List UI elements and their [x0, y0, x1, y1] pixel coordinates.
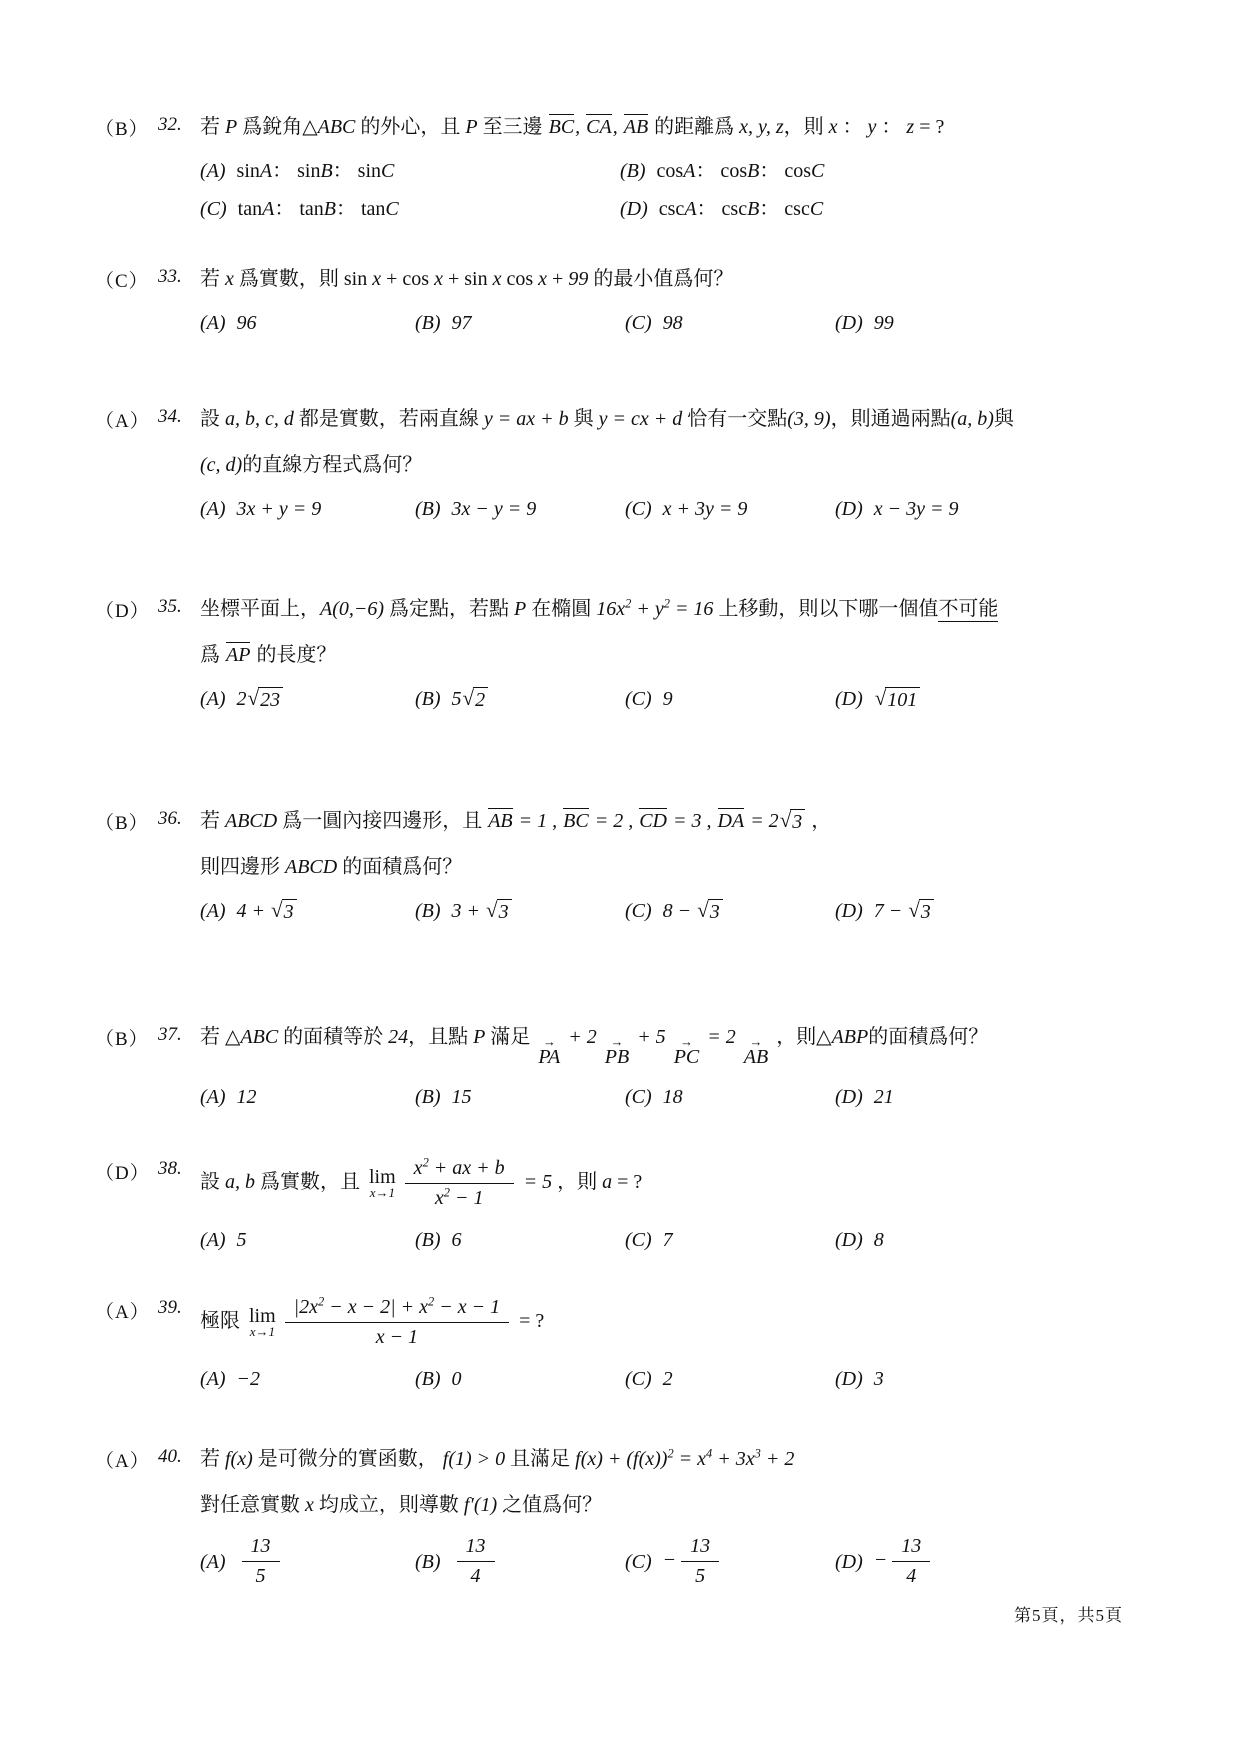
option-label: (C) — [625, 900, 652, 922]
option-c — [625, 1082, 835, 1112]
option-value: 98 — [662, 312, 683, 334]
question-number: 37. — [158, 1024, 182, 1045]
option-d — [835, 684, 1185, 714]
option-label: (D) — [835, 688, 863, 710]
option-c — [625, 896, 835, 926]
question-number: 36. — [158, 808, 182, 829]
option-label: (B) — [415, 1368, 441, 1390]
option-label: (B) — [415, 1229, 441, 1251]
answer-letter: （D） — [95, 1163, 150, 1184]
sqrt-expression: √ 23 — [248, 687, 284, 711]
option-label: (D) — [835, 900, 863, 922]
option-value — [452, 1534, 500, 1589]
option-label: (B) — [415, 312, 441, 334]
option-label: (A) — [200, 900, 226, 922]
question-text: 設 a, b, c, d 都是實數，若兩直線 y = ax + b 與 y = cx + d 恰有一交點(3, 9)，則通過兩點(a, b)與 — [200, 408, 1014, 430]
option-label: (A) — [200, 688, 226, 710]
radical-icon: √ — [697, 898, 709, 922]
radical-icon: √ — [908, 898, 920, 922]
sqrt-expression: √ 3 — [697, 899, 723, 923]
overline-bar: AB — [623, 116, 649, 138]
option-label: (B) — [620, 160, 646, 182]
option-label: (A) — [200, 1086, 226, 1108]
option-value: 7 — [662, 1229, 673, 1251]
fraction: $\frac{13}{4}$ — [457, 1534, 495, 1589]
option-c — [625, 1364, 835, 1394]
option-label: (C) — [625, 1086, 652, 1108]
options-row — [200, 308, 1185, 338]
vector-expression: → PB — [604, 1034, 630, 1068]
question-number: 40. — [158, 1446, 182, 1467]
question-36 — [95, 806, 1185, 926]
option-b — [415, 896, 625, 926]
option-label: (D) — [835, 1229, 863, 1251]
fraction: $\frac{|2x^2 - x - 2| + x^2 - x - 1}{x - 1}$ — [285, 1295, 509, 1350]
question-text: 若 △ABC 的面積等於 24，且點 P 滿足 → PA + 2 → PB + 5 → PC = 2 → AB ，則△ABP的面積爲何？ — [200, 1026, 989, 1068]
option-label: (B) — [415, 498, 441, 520]
option-value — [874, 684, 922, 714]
vector-expression: → PA — [538, 1034, 561, 1068]
fraction: $\frac{13}{4}$ — [892, 1534, 930, 1589]
option-label: (C) — [625, 688, 652, 710]
question-text: (c, d)的直線方程式爲何？ — [200, 454, 423, 476]
option-value — [237, 1534, 285, 1589]
question-text: 對任意實數 x 均成立，則導數 f′(1) 之值爲何？ — [200, 1494, 603, 1516]
option-value: 97 — [451, 312, 472, 334]
option-value: 8 — [873, 1229, 884, 1251]
option-d — [835, 1082, 1185, 1112]
question-body — [200, 806, 1185, 926]
question-text: 若 x 爲實數，則 sin x + cos x + sin x cos x + 99 的最小值爲何？ — [200, 268, 734, 290]
option-c — [625, 494, 835, 524]
answer-letter: （C） — [95, 271, 149, 292]
vector-arrow-icon: → — [749, 1034, 763, 1049]
option-d — [835, 308, 1185, 338]
option-b — [415, 1225, 625, 1255]
answer-letter: （A） — [95, 411, 150, 432]
option-a — [200, 684, 415, 714]
sqrt-expression: √ 3 — [271, 899, 297, 923]
option-value: 9 — [662, 688, 673, 710]
question-text: 設 a, b 爲實數，且 lim x→1 $\frac{x^2 + ax + b}{x^2 - 1}$ = 5 ，則 a = ? — [200, 1155, 643, 1209]
fraction: $\frac{x^2 + ax + b}{x^2 - 1}$ — [405, 1156, 514, 1211]
question-text: 坐標平面上，A(0,−6) 爲定點，若點 P 在橢圓 $16x^2 + y^2 = 16$ 上移動，則以下哪一個值不可能 — [200, 596, 999, 620]
option-label: (A) — [200, 312, 226, 334]
option-b — [620, 156, 1185, 186]
option-value: 0 — [451, 1368, 462, 1390]
answer-letter: （A） — [95, 1451, 150, 1472]
radical-icon: √ — [874, 686, 887, 710]
option-label: (D) — [835, 312, 863, 334]
option-label: (C) — [200, 198, 227, 220]
option-value: 18 — [662, 1086, 683, 1108]
option-c — [625, 1534, 835, 1589]
option-d — [835, 1225, 1185, 1255]
limit-expression: lim x→1 — [369, 1166, 396, 1201]
option-b — [415, 1534, 625, 1589]
option-c — [625, 1225, 835, 1255]
question-number: 39. — [158, 1297, 182, 1318]
question-number: 33. — [158, 266, 182, 287]
option-label: (B) — [415, 1086, 441, 1108]
option-label: (C) — [625, 1368, 652, 1390]
option-label: (D) — [835, 1368, 863, 1390]
options-row — [200, 684, 1185, 714]
vector-expression: → AB — [743, 1034, 769, 1068]
option-value: 3 + √ 3 — [452, 896, 513, 926]
answer-letter: （A） — [95, 1302, 150, 1323]
option-value: 21 — [873, 1086, 894, 1108]
option-a — [200, 308, 415, 338]
option-c — [200, 194, 620, 224]
overline-bar: CD — [639, 810, 668, 832]
option-a — [200, 1534, 415, 1589]
option-b — [415, 1082, 625, 1112]
overline-bar: AB — [488, 810, 513, 832]
option-value: 2 — [662, 1368, 673, 1390]
option-value: 96 — [236, 312, 257, 334]
question-40 — [95, 1444, 1185, 1589]
option-c — [625, 308, 835, 338]
option-value: cos A ： cos B ： cos C — [656, 160, 825, 182]
overline-bar: BC — [563, 810, 589, 832]
option-value: 99 — [873, 312, 894, 334]
question-text: 則四邊形 ABCD 的面積爲何？ — [200, 856, 463, 878]
option-value: 3x − y = 9 — [451, 498, 537, 520]
question-38 — [95, 1156, 1185, 1255]
question-text: 若 ABCD 爲一圓內接四邊形，且 AB = 1 , BC = 2 , CD = 3 , DA = 2 √ 3 ， — [200, 808, 832, 833]
question-text: 若 P 爲銳角△ABC 的外心，且 P 至三邊 BC, CA, AB 的距離爲 x, y, z，則 x ： y ： z = ? — [200, 116, 945, 138]
option-value: 12 — [236, 1086, 257, 1108]
sqrt-expression: √ 3 — [486, 899, 512, 923]
option-b — [415, 494, 625, 524]
radical-icon: √ — [247, 686, 260, 710]
question-33 — [95, 264, 1185, 338]
option-value: − $\frac{13}{5}$ — [663, 1534, 725, 1589]
question-body — [200, 1156, 1185, 1255]
option-label: (A) — [200, 160, 226, 182]
option-a — [200, 1225, 415, 1255]
vector-arrow-icon: → — [542, 1034, 556, 1049]
answer-letter: （B） — [95, 813, 149, 834]
option-value: 7 − √ 3 — [874, 896, 935, 926]
overline-bar: CA — [586, 116, 612, 138]
question-body — [200, 404, 1185, 524]
option-value: 8 − √ 3 — [663, 896, 724, 926]
vector-arrow-icon: → — [610, 1034, 624, 1049]
question-body — [200, 1444, 1185, 1589]
option-value: 5 √ 2 — [452, 684, 490, 714]
question-body — [200, 1022, 1185, 1112]
question-39 — [95, 1295, 1185, 1394]
question-text: 極限 lim x→1 $\frac{|2x^2 - x - 2| + x^2 - x - 1}{x - 1}$ = ? — [200, 1294, 545, 1348]
radical-icon: √ — [271, 898, 283, 922]
option-d — [835, 494, 1185, 524]
option-d — [835, 896, 1185, 926]
option-d — [835, 1364, 1185, 1394]
underlined-text: 不可能 — [938, 598, 999, 620]
option-value: 3x + y = 9 — [236, 498, 322, 520]
options-row — [200, 1082, 1185, 1112]
radical-icon: √ — [486, 898, 498, 922]
options-row — [200, 494, 1185, 524]
question-number: 32. — [158, 114, 182, 135]
question-number: 35. — [158, 596, 182, 617]
answer-letter: （D） — [95, 601, 150, 622]
option-b — [415, 684, 625, 714]
question-body — [200, 594, 1185, 714]
vector-expression: → PC — [673, 1034, 700, 1068]
sqrt-expression: √ 2 — [463, 687, 489, 711]
option-value: 2 √ 23 — [237, 684, 285, 714]
option-value: 15 — [451, 1086, 472, 1108]
option-value: tan A ： tan B ： tan C — [237, 198, 399, 220]
option-value: 5 — [236, 1229, 247, 1251]
options-row — [200, 1225, 1185, 1255]
option-label: (A) — [200, 1229, 226, 1251]
question-body — [200, 1295, 1185, 1394]
overline-bar: DA — [717, 810, 745, 832]
sqrt-expression: √ 3 — [780, 809, 806, 833]
page-footer: 第5頁，共5頁 — [1014, 1606, 1123, 1625]
option-label: (B) — [415, 1550, 441, 1573]
option-a — [200, 896, 415, 926]
option-b — [415, 1364, 625, 1394]
option-label: (C) — [625, 1550, 652, 1573]
radical-icon: √ — [779, 808, 792, 832]
option-label: (A) — [200, 1368, 226, 1390]
option-value: − $\frac{13}{4}$ — [874, 1534, 936, 1589]
option-label: (D) — [620, 198, 648, 220]
option-a — [200, 1082, 415, 1112]
question-34 — [95, 404, 1185, 524]
question-35 — [95, 594, 1185, 714]
option-label: (B) — [415, 900, 441, 922]
question-number: 38. — [158, 1158, 182, 1179]
option-value: csc A ： csc B ： csc C — [658, 198, 824, 220]
vector-arrow-icon: → — [679, 1034, 693, 1049]
option-label: (C) — [625, 1229, 652, 1251]
option-value: 6 — [451, 1229, 462, 1251]
option-label: (A) — [200, 498, 226, 520]
option-value: 3 — [873, 1368, 884, 1390]
overline-bar: AP — [226, 644, 251, 666]
fraction: $\frac{13}{5}$ — [242, 1534, 280, 1589]
option-label: (D) — [835, 1550, 863, 1573]
answer-letter: （B） — [95, 1029, 149, 1050]
question-number: 34. — [158, 406, 182, 427]
options-row — [200, 1534, 1185, 1589]
option-value: −2 — [236, 1368, 261, 1390]
option-d — [620, 194, 1185, 224]
option-label: (C) — [625, 312, 652, 334]
question-37 — [95, 1022, 1185, 1112]
options-row — [200, 1364, 1185, 1394]
sqrt-expression: √ 3 — [908, 899, 934, 923]
question-text: 若 f(x) 是可微分的實函數， f(1) > 0 且滿足 $f(x) + (f(x))^2 = x^4 + 3x^3 + 2$ — [200, 1446, 795, 1470]
option-label: (C) — [625, 498, 652, 520]
option-d — [835, 1534, 1185, 1589]
option-label: (B) — [415, 688, 441, 710]
overline-bar: BC — [548, 116, 575, 138]
options-row — [200, 896, 1185, 926]
option-a — [200, 494, 415, 524]
option-value: sin A ： sin B ： sin C — [236, 160, 395, 182]
option-c — [625, 684, 835, 714]
option-value: x − 3y = 9 — [873, 498, 959, 520]
fraction: $\frac{13}{5}$ — [681, 1534, 719, 1589]
option-label: (A) — [200, 1550, 226, 1573]
option-value: x + 3y = 9 — [662, 498, 748, 520]
option-b — [415, 308, 625, 338]
question-body — [200, 264, 1185, 338]
answer-letter: （B） — [95, 119, 149, 140]
option-label: (D) — [835, 1086, 863, 1108]
limit-expression: lim x→1 — [249, 1305, 276, 1340]
option-value: 4 + √ 3 — [237, 896, 298, 926]
sqrt-expression: √ 101 — [875, 687, 921, 711]
option-a — [200, 156, 620, 186]
options-row — [200, 156, 1185, 224]
question-body — [200, 112, 1185, 224]
option-a — [200, 1364, 415, 1394]
question-text: 爲 AP 的長度？ — [200, 644, 337, 666]
question-32 — [95, 112, 1185, 224]
option-label: (D) — [835, 498, 863, 520]
radical-icon: √ — [462, 686, 475, 710]
